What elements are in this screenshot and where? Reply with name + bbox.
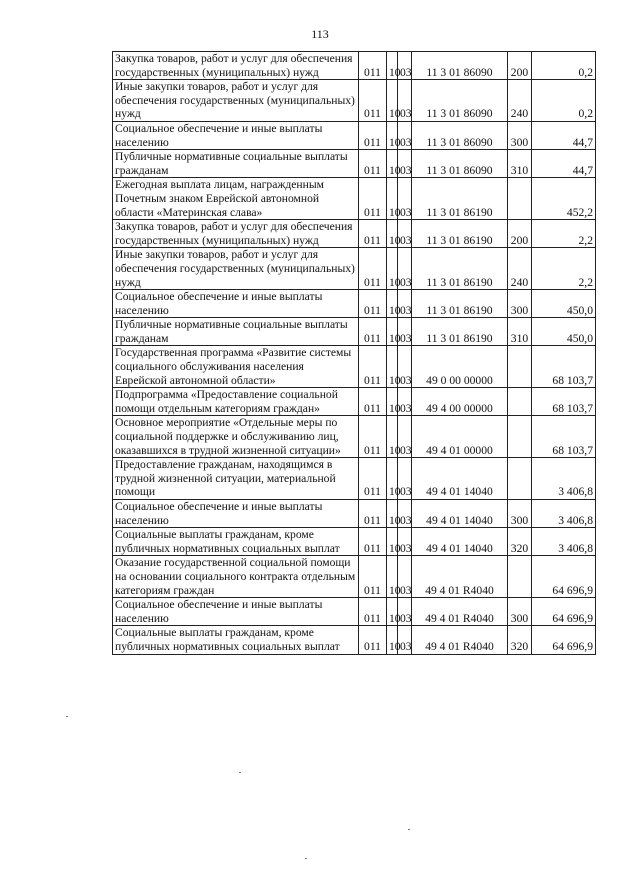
subsection-code: 03: [398, 458, 412, 500]
row-name: Социальное обеспечение и иные выплаты населению: [113, 121, 359, 149]
ved-code: 011: [359, 388, 387, 416]
target-article-code: 11 3 01 86090: [412, 52, 508, 80]
scan-speck: [305, 858, 307, 859]
section-code: 10: [387, 178, 398, 220]
amount: 3 406,8: [532, 500, 596, 528]
table-row: [113, 52, 596, 80]
subsection-code: 03: [398, 150, 412, 178]
budget-table: [112, 51, 596, 655]
expense-type-code: 300: [508, 290, 532, 318]
amount: 44,7: [532, 150, 596, 178]
subsection-code: 03: [398, 528, 412, 556]
row-name: Оказание государственной социальной помощи на основании социального контракта отдельным категориям граждан: [113, 556, 359, 598]
amount: 68 103,7: [532, 388, 596, 416]
ved-code: 011: [359, 500, 387, 528]
page-number: 113: [311, 27, 329, 41]
subsection-code: 03: [398, 80, 412, 122]
section-code: 10: [387, 500, 398, 528]
expense-type-code: [508, 178, 532, 220]
table-row: [113, 220, 596, 248]
table-body: [113, 52, 596, 655]
scan-speck: [408, 829, 410, 830]
target-article-code: 11 3 01 86090: [412, 150, 508, 178]
amount: 0,2: [532, 52, 596, 80]
table-row: [113, 500, 596, 528]
subsection-code: 03: [398, 220, 412, 248]
expense-type-code: 300: [508, 500, 532, 528]
amount: 452,2: [532, 178, 596, 220]
section-code: 10: [387, 626, 398, 654]
amount: 450,0: [532, 318, 596, 346]
row-name: Ежегодная выплата лицам, награжденным Почетным знаком Еврейской автономной области «Материнская слава»: [113, 178, 359, 220]
target-article-code: 11 3 01 86190: [412, 318, 508, 346]
amount: 3 406,8: [532, 528, 596, 556]
table-row: [113, 318, 596, 346]
row-name: Публичные нормативные социальные выплаты гражданам: [113, 318, 359, 346]
expense-type-code: 240: [508, 248, 532, 290]
ved-code: 011: [359, 52, 387, 80]
section-code: 10: [387, 346, 398, 388]
table-row: [113, 388, 596, 416]
expense-type-code: 300: [508, 598, 532, 626]
row-name: Публичные нормативные социальные выплаты гражданам: [113, 150, 359, 178]
table-row: [113, 150, 596, 178]
table-row: [113, 528, 596, 556]
amount: 68 103,7: [532, 416, 596, 458]
expense-type-code: [508, 458, 532, 500]
ved-code: 011: [359, 121, 387, 149]
subsection-code: 03: [398, 500, 412, 528]
row-name: Социальные выплаты гражданам, кроме публичных нормативных социальных выплат: [113, 626, 359, 654]
section-code: 10: [387, 556, 398, 598]
row-name: Иные закупки товаров, работ и услуг для обеспечения государственных (муниципальных) нужд: [113, 248, 359, 290]
expense-type-code: 300: [508, 121, 532, 149]
ved-code: 011: [359, 458, 387, 500]
target-article-code: 49 4 00 00000: [412, 388, 508, 416]
row-name: Основное мероприятие «Отдельные меры по социальной поддержке и обслуживанию лиц, оказавшихся в трудной жизненной ситуации»: [113, 416, 359, 458]
ved-code: 011: [359, 290, 387, 318]
amount: 64 696,9: [532, 556, 596, 598]
expense-type-code: 200: [508, 52, 532, 80]
table-row: [113, 458, 596, 500]
scan-speck: [239, 772, 241, 773]
subsection-code: 03: [398, 290, 412, 318]
section-code: 10: [387, 458, 398, 500]
subsection-code: 03: [398, 121, 412, 149]
subsection-code: 03: [398, 346, 412, 388]
ved-code: 011: [359, 178, 387, 220]
section-code: 10: [387, 121, 398, 149]
target-article-code: 11 3 01 86190: [412, 178, 508, 220]
amount: 64 696,9: [532, 626, 596, 654]
ved-code: 011: [359, 598, 387, 626]
table-row: [113, 290, 596, 318]
amount: 64 696,9: [532, 598, 596, 626]
amount: 3 406,8: [532, 458, 596, 500]
table-row: [113, 121, 596, 149]
section-code: 10: [387, 290, 398, 318]
row-name: Социальное обеспечение и иные выплаты населению: [113, 598, 359, 626]
section-code: 10: [387, 52, 398, 80]
ved-code: 011: [359, 346, 387, 388]
target-article-code: 49 0 00 00000: [412, 346, 508, 388]
table-row: [113, 626, 596, 654]
table-row: [113, 80, 596, 122]
row-name: Подпрограмма «Предоставление социальной помощи отдельным категориям граждан»: [113, 388, 359, 416]
amount: 2,2: [532, 220, 596, 248]
row-name: Государственная программа «Развитие системы социального обслуживания населения Еврейской автономной области»: [113, 346, 359, 388]
section-code: 10: [387, 80, 398, 122]
subsection-code: 03: [398, 416, 412, 458]
ved-code: 011: [359, 248, 387, 290]
subsection-code: 03: [398, 626, 412, 654]
ved-code: 011: [359, 416, 387, 458]
target-article-code: 49 4 01 R4040: [412, 556, 508, 598]
ved-code: 011: [359, 556, 387, 598]
subsection-code: 03: [398, 178, 412, 220]
ved-code: 011: [359, 150, 387, 178]
expense-type-code: 310: [508, 150, 532, 178]
row-name: Социальное обеспечение и иные выплаты населению: [113, 500, 359, 528]
section-code: 10: [387, 388, 398, 416]
expense-type-code: [508, 388, 532, 416]
expense-type-code: 320: [508, 626, 532, 654]
subsection-code: 03: [398, 318, 412, 346]
table-row: [113, 556, 596, 598]
table-row: [113, 178, 596, 220]
row-name: Социальное обеспечение и иные выплаты населению: [113, 290, 359, 318]
row-name: Иные закупки товаров, работ и услуг для обеспечения государственных (муниципальных) нужд: [113, 80, 359, 122]
target-article-code: 11 3 01 86090: [412, 80, 508, 122]
section-code: 10: [387, 416, 398, 458]
scan-speck: [66, 716, 68, 717]
table-row: [113, 346, 596, 388]
section-code: 10: [387, 150, 398, 178]
target-article-code: 11 3 01 86190: [412, 290, 508, 318]
target-article-code: 11 3 01 86190: [412, 248, 508, 290]
subsection-code: 03: [398, 556, 412, 598]
ved-code: 011: [359, 220, 387, 248]
expense-type-code: 200: [508, 220, 532, 248]
subsection-code: 03: [398, 52, 412, 80]
section-code: 10: [387, 598, 398, 626]
target-article-code: 49 4 01 R4040: [412, 598, 508, 626]
row-name: Закупка товаров, работ и услуг для обеспечения государственных (муниципальных) нужд: [113, 220, 359, 248]
table-row: [113, 416, 596, 458]
subsection-code: 03: [398, 598, 412, 626]
subsection-code: 03: [398, 388, 412, 416]
expense-type-code: [508, 556, 532, 598]
amount: 450,0: [532, 290, 596, 318]
target-article-code: 49 4 01 R4040: [412, 626, 508, 654]
row-name: Предоставление гражданам, находящимся в трудной жизненной ситуации, материальной помощи: [113, 458, 359, 500]
amount: 44,7: [532, 121, 596, 149]
section-code: 10: [387, 220, 398, 248]
target-article-code: 11 3 01 86090: [412, 121, 508, 149]
ved-code: 011: [359, 528, 387, 556]
amount: 68 103,7: [532, 346, 596, 388]
expense-type-code: 310: [508, 318, 532, 346]
expense-type-code: 320: [508, 528, 532, 556]
table-row: [113, 248, 596, 290]
expense-type-code: [508, 346, 532, 388]
section-code: 10: [387, 318, 398, 346]
ved-code: 011: [359, 80, 387, 122]
target-article-code: 49 4 01 00000: [412, 416, 508, 458]
section-code: 10: [387, 528, 398, 556]
row-name: Социальные выплаты гражданам, кроме публичных нормативных социальных выплат: [113, 528, 359, 556]
table-row: [113, 598, 596, 626]
subsection-code: 03: [398, 248, 412, 290]
ved-code: 011: [359, 318, 387, 346]
target-article-code: 49 4 01 14040: [412, 528, 508, 556]
section-code: 10: [387, 248, 398, 290]
amount: 0,2: [532, 80, 596, 122]
row-name: Закупка товаров, работ и услуг для обеспечения государственных (муниципальных) нужд: [113, 52, 359, 80]
amount: 2,2: [532, 248, 596, 290]
target-article-code: 49 4 01 14040: [412, 500, 508, 528]
expense-type-code: 240: [508, 80, 532, 122]
target-article-code: 11 3 01 86190: [412, 220, 508, 248]
target-article-code: 49 4 01 14040: [412, 458, 508, 500]
expense-type-code: [508, 416, 532, 458]
ved-code: 011: [359, 626, 387, 654]
